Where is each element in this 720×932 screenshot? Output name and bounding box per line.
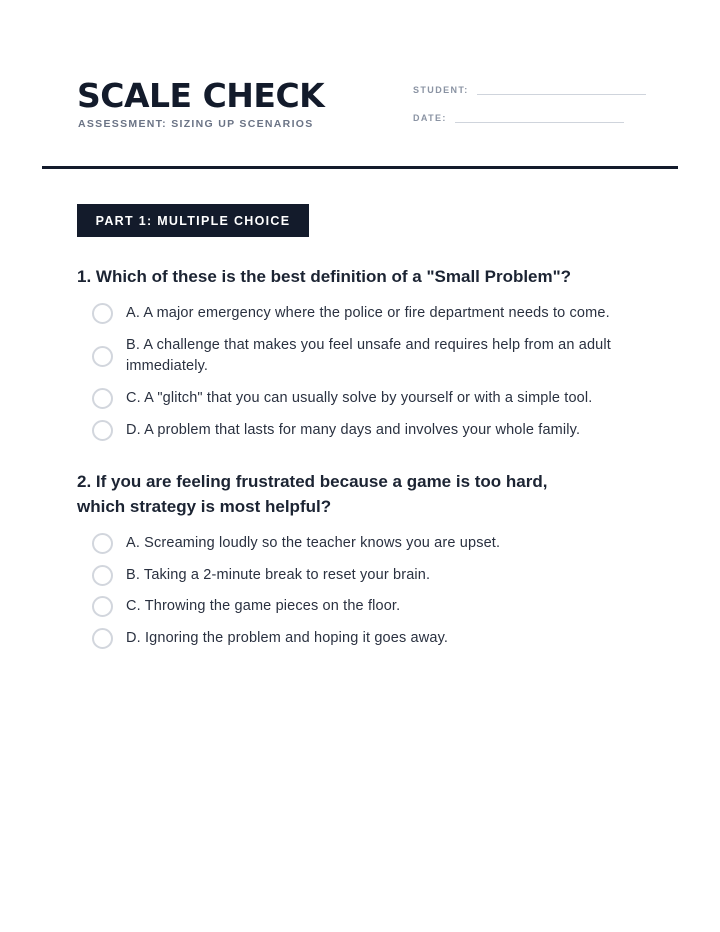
option-label: C. A "glitch" that you can usually solve by yourself or with a simple tool. — [126, 390, 593, 406]
question-1-option-b[interactable] — [92, 335, 632, 377]
radio-button-icon[interactable] — [92, 565, 113, 586]
radio-button-icon[interactable] — [92, 533, 113, 554]
option-label: B. A challenge that makes you feel unsafe and requires help from an adult immediately. — [126, 337, 611, 374]
question-1-option-a[interactable] — [92, 303, 632, 324]
student-field — [413, 85, 646, 95]
page-title: SCALE CHECK — [77, 76, 325, 115]
question-1-option-d[interactable] — [92, 420, 632, 441]
question-2-text: 2. If you are feeling frustrated because a game is too hard, which strategy is most helpful? — [77, 472, 548, 516]
question-2-option-d[interactable] — [92, 628, 632, 649]
radio-button-icon[interactable] — [92, 420, 113, 441]
question-2-option-c[interactable] — [92, 596, 632, 617]
radio-button-icon[interactable] — [92, 303, 113, 324]
question-2-option-a[interactable] — [92, 533, 632, 554]
option-label: C. Throwing the game pieces on the floor. — [126, 598, 401, 614]
radio-button-icon[interactable] — [92, 596, 113, 617]
option-label: B. Taking a 2-minute break to reset your brain. — [126, 567, 431, 583]
date-field — [413, 113, 624, 123]
option-label: A. Screaming loudly so the teacher knows you are upset. — [126, 535, 501, 551]
option-label: A. A major emergency where the police or fire department needs to come. — [126, 305, 610, 321]
option-label: D. Ignoring the problem and hoping it goes away. — [126, 630, 449, 646]
radio-button-icon[interactable] — [92, 628, 113, 649]
radio-button-icon[interactable] — [92, 388, 113, 409]
question-1-option-c[interactable] — [92, 388, 632, 409]
option-label: D. A problem that lasts for many days and involves your whole family. — [126, 422, 581, 438]
question-2-option-b[interactable] — [92, 565, 632, 586]
date-line[interactable] — [455, 114, 624, 123]
question-1-text: 1. Which of these is the best definition of a "Small Problem"? — [77, 267, 572, 286]
date-label: DATE: — [413, 113, 447, 123]
student-name-line[interactable] — [477, 86, 646, 95]
student-label: STUDENT: — [413, 85, 469, 95]
worksheet-header — [77, 78, 657, 138]
section-badge: PART 1: MULTIPLE CHOICE — [77, 204, 309, 237]
radio-button-icon[interactable] — [92, 346, 113, 367]
page-subtitle: ASSESSMENT: SIZING UP SCENARIOS — [78, 118, 314, 130]
header-divider — [42, 166, 678, 169]
